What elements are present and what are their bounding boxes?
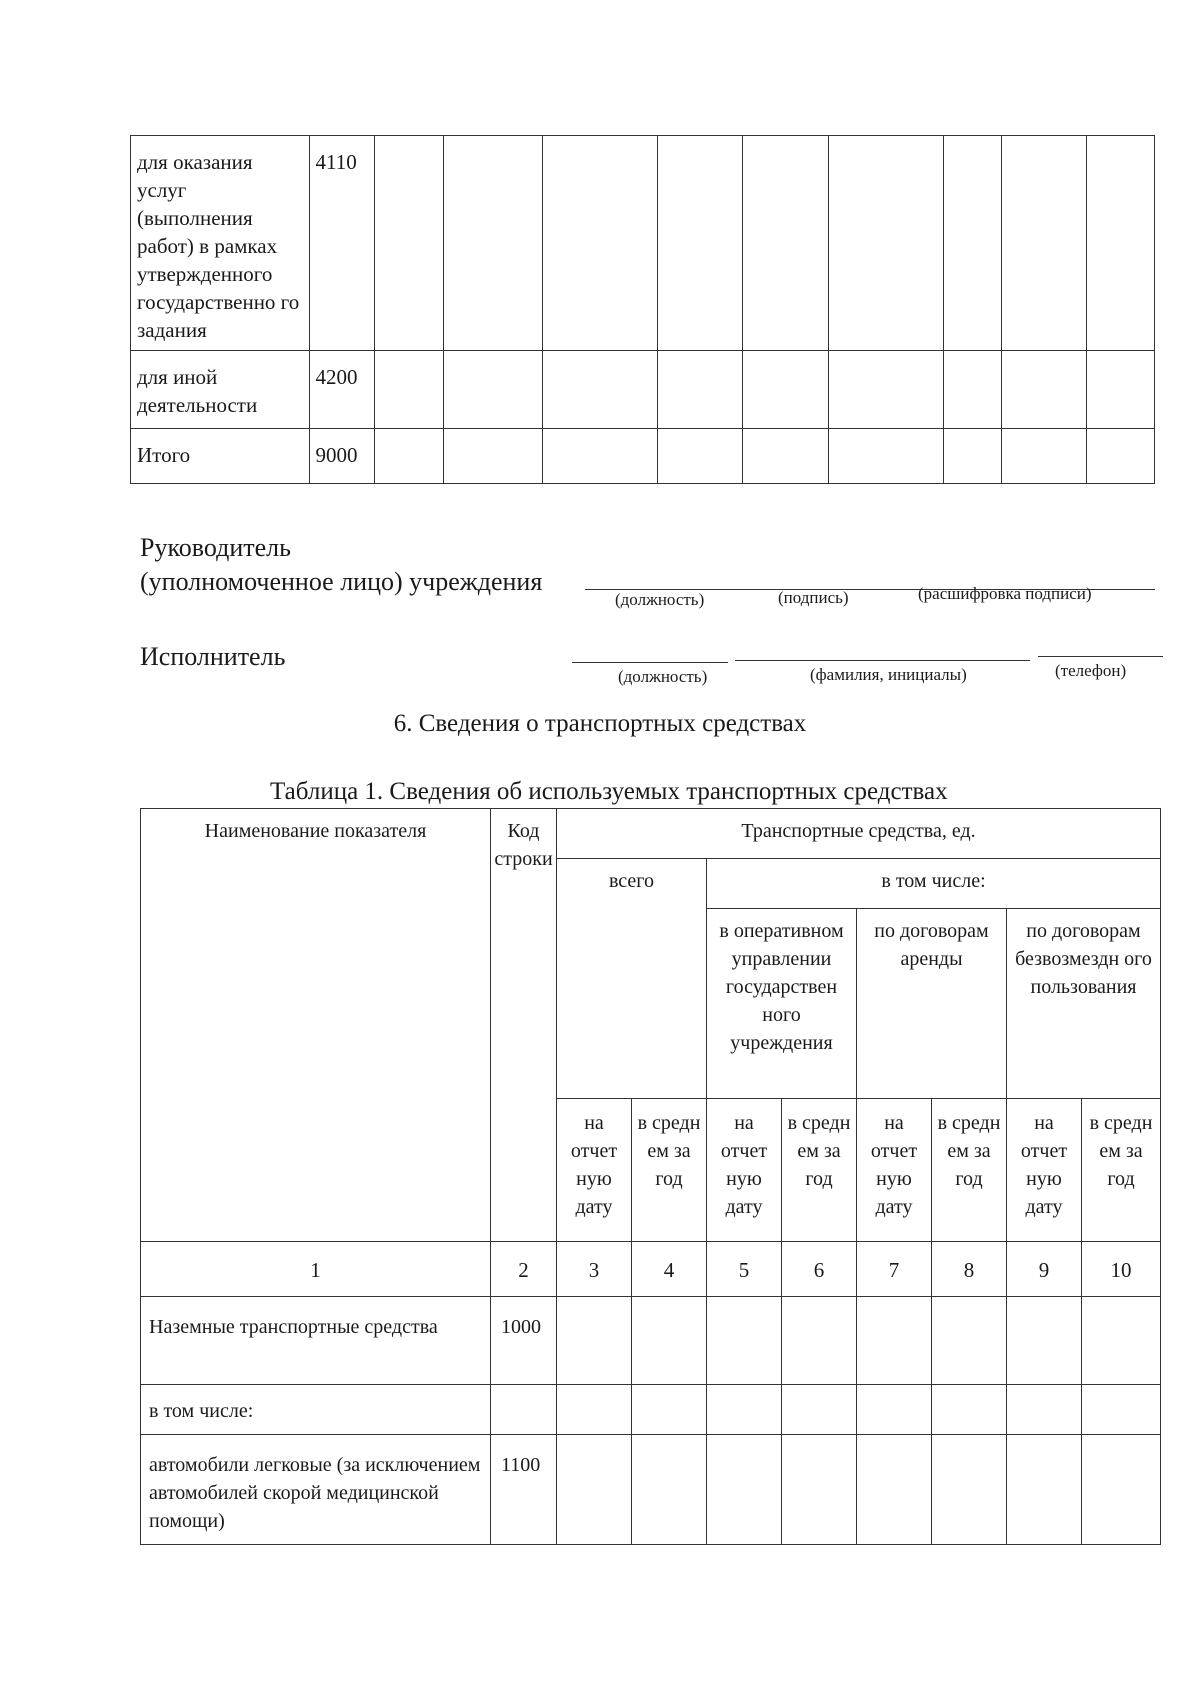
row-name: Наземные транспортные средства — [141, 1297, 491, 1385]
table-cell[interactable] — [375, 429, 444, 484]
column-number: 1 — [141, 1242, 491, 1297]
row-code: 1000 — [491, 1297, 557, 1385]
table-cell[interactable] — [542, 136, 657, 351]
caption-position: (должность) — [618, 667, 708, 686]
header-indicator-name: Наименование показателя — [141, 809, 491, 1242]
column-number: 2 — [491, 1242, 557, 1297]
header-transport: Транспортные средства, ед. — [557, 809, 1161, 859]
table-cell[interactable] — [743, 351, 828, 429]
caption-phone: (телефон) — [1055, 661, 1127, 680]
caption-position: (должность) — [615, 590, 705, 609]
row-code: 9000 — [309, 429, 375, 484]
row-code: 1100 — [491, 1435, 557, 1545]
row-code: 4110 — [309, 136, 375, 351]
transport-table — [140, 808, 1161, 1545]
table-cell[interactable] — [707, 1435, 782, 1545]
row-name: в том числе: — [141, 1385, 491, 1435]
table-cell[interactable] — [1001, 429, 1086, 484]
table-cell[interactable] — [743, 136, 828, 351]
table-cell[interactable] — [1007, 1435, 1082, 1545]
table-cell[interactable] — [1001, 136, 1086, 351]
header-operative-management: в оперативном управлении государствен ного учреждения — [707, 909, 857, 1099]
table-cell[interactable] — [857, 1435, 932, 1545]
table-row — [141, 1435, 1161, 1545]
table-row — [131, 429, 1155, 484]
table-cell[interactable] — [782, 1385, 857, 1435]
header-free-use: по договорам безвозмездн ого пользования — [1007, 909, 1161, 1099]
header-report-date: на отчет ную дату — [857, 1099, 932, 1242]
header-year-average: в средн ем за год — [1082, 1099, 1161, 1242]
table-cell[interactable] — [444, 429, 543, 484]
table-cell[interactable] — [1087, 351, 1155, 429]
header-report-date: на отчет ную дату — [1007, 1099, 1082, 1242]
column-number: 7 — [857, 1242, 932, 1297]
table-cell[interactable] — [857, 1385, 932, 1435]
table-cell[interactable] — [943, 429, 1001, 484]
head-label-line2: (уполномоченное лицо) учреждения — [140, 567, 543, 596]
executor-name-line[interactable] — [735, 660, 1030, 661]
table-row — [131, 136, 1155, 351]
column-number: 9 — [1007, 1242, 1082, 1297]
table-cell[interactable] — [782, 1435, 857, 1545]
header-year-average: в средн ем за год — [632, 1099, 707, 1242]
table-cell[interactable] — [542, 429, 657, 484]
header-lease: по договорам аренды — [857, 909, 1007, 1099]
table-cell[interactable] — [657, 136, 742, 351]
table-cell[interactable] — [932, 1385, 1007, 1435]
caption-signature-decoding: (расшифровка подписи) — [918, 584, 1092, 603]
table-cell[interactable] — [1087, 429, 1155, 484]
table-cell[interactable] — [1087, 136, 1155, 351]
table-cell[interactable] — [1082, 1297, 1161, 1385]
table-cell[interactable] — [657, 351, 742, 429]
section-title: 6. Сведения о транспортных средствах — [393, 710, 807, 737]
column-numbers-row — [141, 1242, 1161, 1297]
top-table — [130, 135, 1155, 484]
executor-phone-line[interactable] — [1038, 656, 1163, 657]
table-cell[interactable] — [932, 1297, 1007, 1385]
table-cell[interactable] — [557, 1385, 632, 1435]
table-cell[interactable] — [657, 429, 742, 484]
table-row — [141, 1385, 1161, 1435]
header-report-date: на отчет ную дату — [707, 1099, 782, 1242]
column-number: 8 — [932, 1242, 1007, 1297]
column-number: 5 — [707, 1242, 782, 1297]
row-name: для иной деятельности — [131, 351, 310, 429]
header-total: всего — [557, 859, 707, 1099]
header-year-average: в средн ем за год — [932, 1099, 1007, 1242]
header-report-date: на отчет ную дату — [557, 1099, 632, 1242]
table-cell[interactable] — [1007, 1297, 1082, 1385]
column-number: 4 — [632, 1242, 707, 1297]
table-cell[interactable] — [375, 351, 444, 429]
table-cell[interactable] — [375, 136, 444, 351]
table-cell[interactable] — [707, 1297, 782, 1385]
header-row-code: Код строки — [491, 809, 557, 1242]
row-code — [491, 1385, 557, 1435]
table-cell[interactable] — [943, 136, 1001, 351]
caption-signature: (подпись) — [778, 588, 849, 607]
table-cell[interactable] — [557, 1297, 632, 1385]
executor-position-line[interactable] — [572, 662, 728, 663]
table-cell[interactable] — [707, 1385, 782, 1435]
table-cell[interactable] — [828, 136, 943, 351]
row-name: Итого — [131, 429, 310, 484]
table-cell[interactable] — [828, 429, 943, 484]
table-cell[interactable] — [444, 136, 543, 351]
head-label: Руководитель — [140, 533, 291, 562]
table-cell[interactable] — [542, 351, 657, 429]
table-cell[interactable] — [557, 1435, 632, 1545]
table-cell[interactable] — [857, 1297, 932, 1385]
table-cell[interactable] — [1001, 351, 1086, 429]
table-row — [141, 1297, 1161, 1385]
table-cell[interactable] — [632, 1435, 707, 1545]
table-cell[interactable] — [932, 1435, 1007, 1545]
row-name: автомобили легковые (за исключением автомобилей скорой медицинской помощи) — [141, 1435, 491, 1545]
row-code: 4200 — [309, 351, 375, 429]
table-cell[interactable] — [1082, 1435, 1161, 1545]
table-cell[interactable] — [828, 351, 943, 429]
table-cell[interactable] — [943, 351, 1001, 429]
header-including: в том числе: — [707, 859, 1161, 909]
table-cell[interactable] — [743, 429, 828, 484]
table-cell[interactable] — [782, 1297, 857, 1385]
table-cell[interactable] — [1082, 1385, 1161, 1435]
table-cell[interactable] — [632, 1385, 707, 1435]
column-number: 3 — [557, 1242, 632, 1297]
table-cell[interactable] — [444, 351, 543, 429]
table-cell[interactable] — [1007, 1385, 1082, 1435]
table-title: Таблица 1. Сведения об используемых транспортных средствах — [270, 778, 948, 805]
header-year-average: в средн ем за год — [782, 1099, 857, 1242]
executor-label: Исполнитель — [140, 642, 286, 671]
table-cell[interactable] — [632, 1297, 707, 1385]
row-name: для оказания услуг (выполнения работ) в рамках утвержденного государственно го задания — [131, 136, 310, 351]
caption-full-name: (фамилия, инициалы) — [810, 665, 967, 684]
column-number: 6 — [782, 1242, 857, 1297]
column-number: 10 — [1082, 1242, 1161, 1297]
table-row — [131, 351, 1155, 429]
